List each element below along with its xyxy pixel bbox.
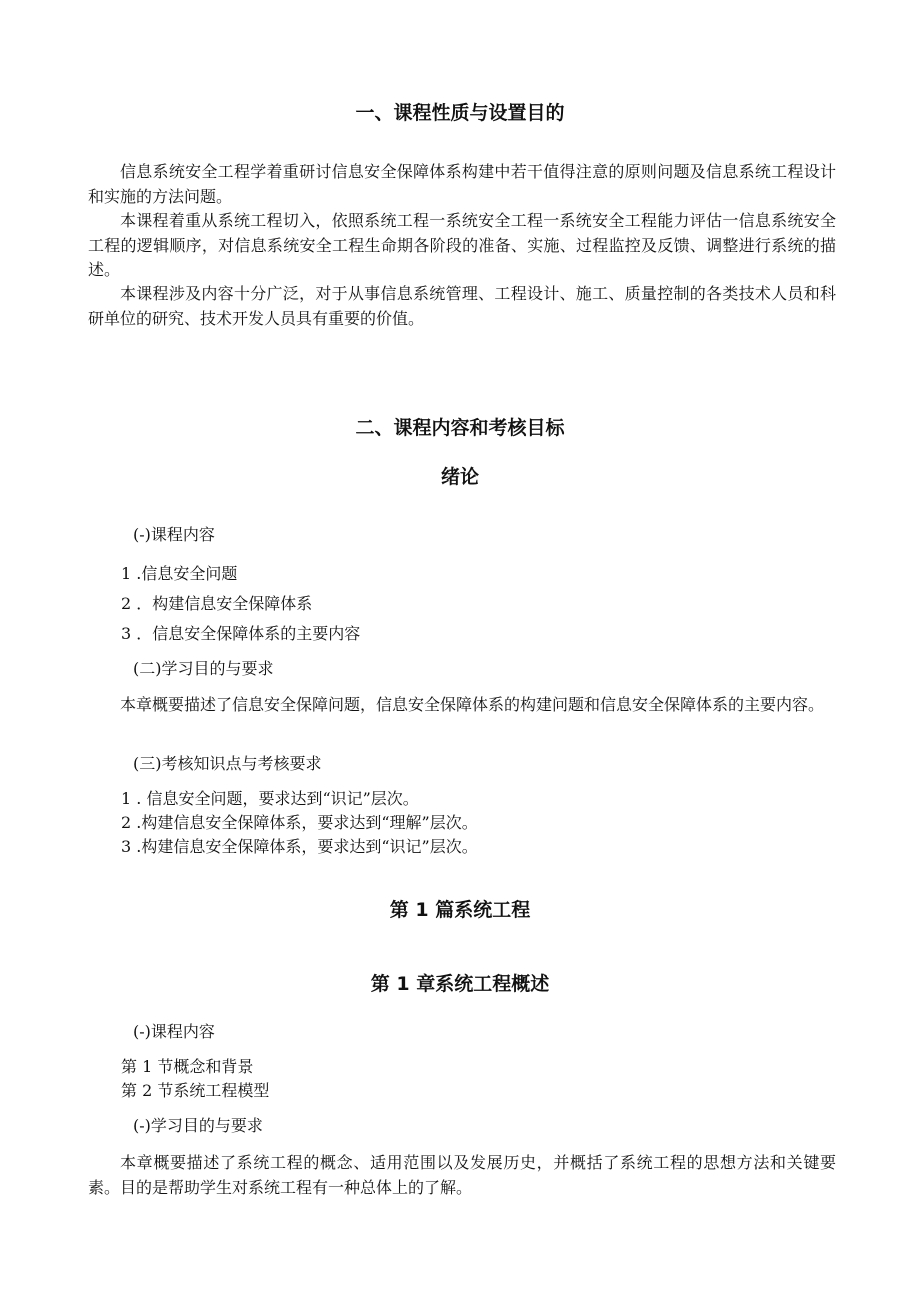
intro-content-item: 1 .信息安全问题 [121,564,238,583]
intro-assessment-item: 1 . 信息安全问题，要求达到“识记”层次。 [121,789,419,808]
chapter-1-content-heading: (-)课程内容 [133,1022,215,1041]
section-1-paragraph-2: 本课程着重从系统工程切入，依照系统工程一系统安全工程一系统安全工程能力评估一信息系统安全工程的逻辑顺序，对信息系统安全工程生命期各阶段的准备、实施、过程监控及反馈、调整进行系统的描述。 [88,211,836,279]
chapter-1-content-item: 第 2 节系统工程模型 [121,1081,270,1100]
intro-goals-text: 本章概要描述了信息安全保障问题，信息安全保障体系的构建问题和信息安全保障体系的主要内容。 [120,695,825,714]
intro-assessment-item: 2 .构建信息安全保障体系，要求达到“理解”层次。 [121,813,478,832]
section-1-heading: 一、课程性质与设置目的 [355,102,565,124]
intro-heading: 绪论 [440,466,479,488]
intro-content-heading: (-)课程内容 [133,525,215,544]
part-1-heading: 第 1 篇系统工程 [389,899,531,921]
intro-goals-heading: (二)学习目的与要求 [133,659,274,678]
section-1-paragraph-3: 本课程涉及内容十分广泛，对于从事信息系统管理、工程设计、施工、质量控制的各类技术人员和科研单位的研究、技术开发人员具有重要的价值。 [88,284,836,328]
intro-content-item: 2 ．构建信息安全保障体系 [121,594,313,613]
intro-content-item: 3 ．信息安全保障体系的主要内容 [121,624,361,643]
chapter-1-goals-text: 本章概要描述了系统工程的概念、适用范围以及发展历史，并概括了系统工程的思想方法和关键要素。目的是帮助学生对系统工程有一种总体上的了解。 [88,1153,836,1197]
chapter-1-content-item: 第 1 节概念和背景 [121,1057,254,1076]
chapter-1-heading: 第 1 章系统工程概述 [370,973,550,995]
section-1-paragraph-1: 信息系统安全工程学着重研讨信息安全保障体系构建中若干值得注意的原则问题及信息系统工程设计和实施的方法问题。 [88,162,836,206]
intro-assessment-heading: (三)考核知识点与考核要求 [133,754,322,773]
chapter-1-goals-heading: (-)学习目的与要求 [133,1116,263,1135]
intro-assessment-item: 3 .构建信息安全保障体系，要求达到“识记”层次。 [121,837,478,856]
section-2-heading: 二、课程内容和考核目标 [355,417,565,439]
